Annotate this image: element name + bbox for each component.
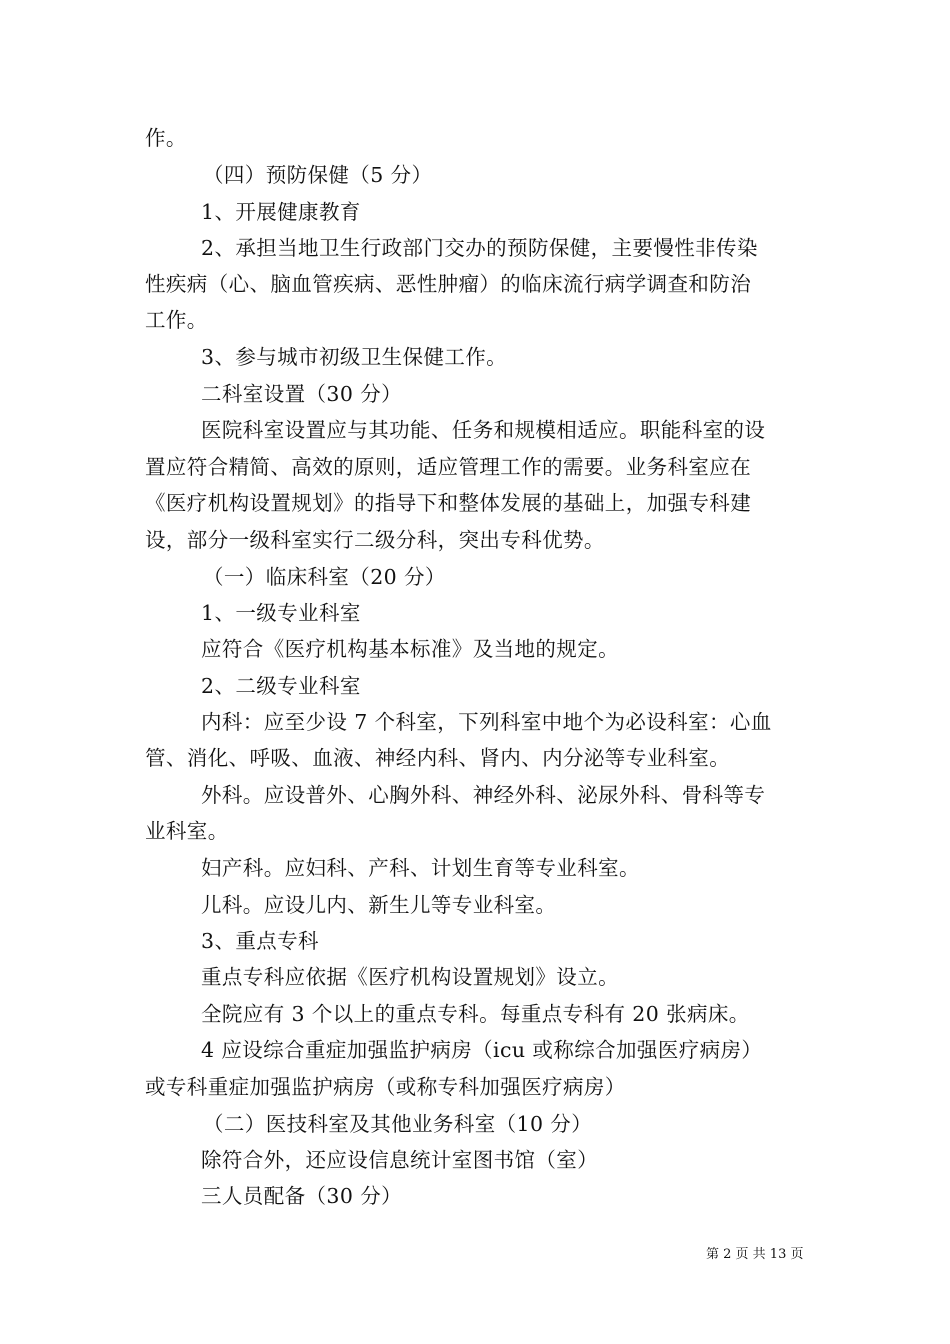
section-heading: （二）医技科室及其他业务科室（10 分） xyxy=(203,1112,593,1136)
list-item: 2、承担当地卫生行政部门交办的预防保健，主要慢性非传染 xyxy=(201,236,758,260)
paragraph-line: 外科。应设普外、心胸外科、神经外科、泌尿外科、骨科等专 xyxy=(201,783,766,807)
page-number-footer: 第 2 页 共 13 页 xyxy=(706,1247,804,1262)
list-item: 1、开展健康教育 xyxy=(201,200,361,224)
section-heading: （四）预防保健（5 分） xyxy=(203,163,433,187)
text-line: 性疾病（心、脑血管疾病、恶性肿瘤）的临床流行病学调查和防治 xyxy=(145,272,752,296)
text-line: 儿科。应设儿内、新生儿等专业科室。 xyxy=(201,893,557,917)
text-line: 应符合《医疗机构基本标准》及当地的规定。 xyxy=(201,637,619,661)
paragraph-line: 《医疗机构设置规划》的指导下和整体发展的基础上，加强专科建 xyxy=(145,491,752,515)
paragraph-line: 置应符合精简、高效的原则，适应管理工作的需要。业务科室应在 xyxy=(145,455,752,479)
list-item: 3、参与城市初级卫生保健工作。 xyxy=(201,345,508,369)
paragraph-line: 业科室。 xyxy=(145,819,229,843)
text-line: 重点专科应依据《医疗机构设置规划》设立。 xyxy=(201,965,619,989)
text-line: 妇产科。应妇科、产科、计划生育等专业科室。 xyxy=(201,856,640,880)
paragraph-line: 内科：应至少设 7 个科室，下列科室中地个为必设科室：心血 xyxy=(201,710,772,734)
text-line: 除符合外，还应设信息统计室图书馆（室） xyxy=(201,1148,599,1172)
text-line: 全院应有 3 个以上的重点专科。每重点专科有 20 张病床。 xyxy=(201,1002,750,1026)
section-heading: （一）临床科室（20 分） xyxy=(203,565,446,589)
section-heading: 三人员配备（30 分） xyxy=(201,1184,403,1208)
paragraph-line: 管、消化、呼吸、血液、神经内科、肾内、内分泌等专业科室。 xyxy=(145,746,731,770)
paragraph-line: 医院科室设置应与其功能、任务和规模相适应。职能科室的设 xyxy=(201,418,766,442)
list-item: 4 应设综合重症加强监护病房（icu 或称综合加强医疗病房） xyxy=(201,1038,763,1062)
text-line: 或专科重症加强监护病房（或称专科加强医疗病房） xyxy=(145,1075,626,1099)
list-item: 3、重点专科 xyxy=(201,929,319,953)
text-line: 工作。 xyxy=(145,308,208,332)
section-heading: 二科室设置（30 分） xyxy=(201,382,403,406)
list-item: 2、二级专业科室 xyxy=(201,674,361,698)
text-line: 作。 xyxy=(145,126,187,150)
paragraph-line: 设，部分一级科室实行二级分科，突出专科优势。 xyxy=(145,528,605,552)
list-item: 1、一级专业科室 xyxy=(201,601,361,625)
